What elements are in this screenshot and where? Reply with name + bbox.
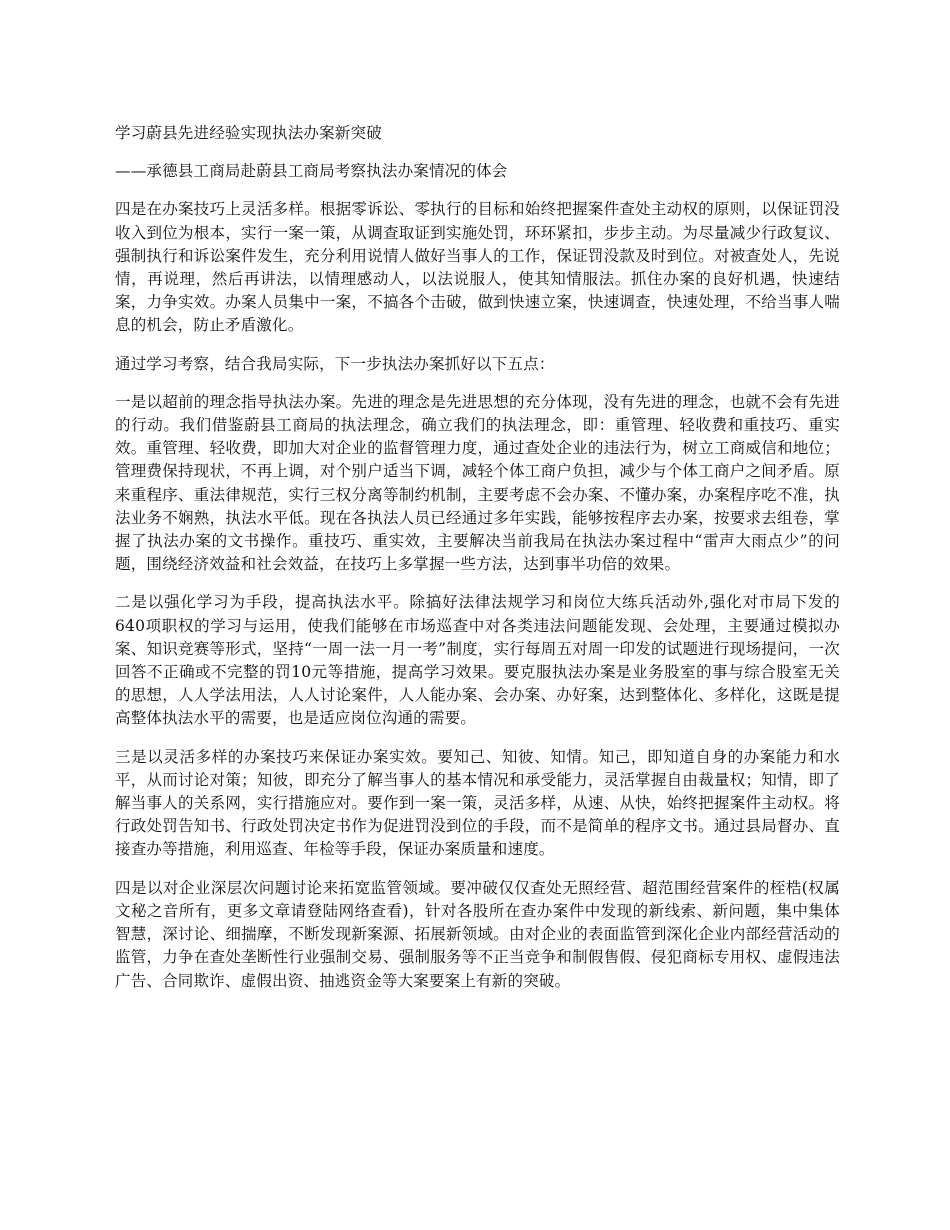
paragraph-2: 通过学习考察，结合我局实际，下一步执法办案抓好以下五点： — [115, 354, 555, 373]
paragraph-4: 二是以强化学习为手段，提高执法水平。除搞好法律法规学习和岗位大练兵活动外,强化对市局下发的640项职权的学习与运用，使我们能够在市场巡查中对各类违法问题能发现、会处理，主要通过模拟办案、知识竞赛等形式，坚持“一周一法一月一考”制度，实行每周五对周一印发的试题进行现场提问，一次回答不正确或不完整的罚10元等措施，提高学习效果。要克服执法办案是业务股室的事与综合股室无关的思想，人人学法用法，人人讨论案件，人人能办案、会办案、办好案，达到整体化、多样化，这既是提高整体执法水平的需要，也是适应岗位沟通的需要。 — [115, 593, 840, 728]
paragraph-1: 四是在办案技巧上灵活多样。根据零诉讼、零执行的目标和始终把握案件查处主动权的原则，以保证罚没收入到位为根本，实行一案一策，从调查取证到实施处罚，环环紧扣，步步主动。为尽量减少行政复议、强制执行和诉讼案件发生，充分利用说情人做好当事人的工作，保证罚没款及时到位。对被查处人，先说情，再说理，然后再讲法，以情理感动人，以法说服人，使其知情服法。抓住办案的良好机遇，快速结案，力争实效。办案人员集中一案，不搞各个击破，做到快速立案，快速调查，快速处理，不给当事人喘息的机会，防止矛盾激化。 — [115, 200, 840, 335]
document-subtitle: ——承德县工商局赴蔚县工商局考察执法办案情况的体会 — [115, 162, 508, 181]
paragraph-5: 三是以灵活多样的办案技巧来保证办案实效。要知己、知彼、知情。知己，即知道自身的办案能力和水平，从而讨论对策；知彼，即充分了解当事人的基本情况和承受能力，灵活掌握自由裁量权；知情，即了解当事人的关系网，实行措施应对。要作到一案一策，灵活多样，从速、从快，始终把握案件主动权。将行政处罚告知书、行政处罚决定书作为促进罚没到位的手段，而不是简单的程序文书。通过县局督办、直接查办等措施，利用巡查、年检等手段，保证办案质量和速度。 — [115, 747, 840, 859]
document-title: 学习蔚县先进经验实现执法办案新突破 — [115, 124, 382, 142]
document-page — [115, 122, 840, 1008]
paragraph-3: 一是以超前的理念指导执法办案。先进的理念是先进思想的充分体现，没有先进的理念，也就不会有先进的行动。我们借鉴蔚县工商局的执法理念，确立我们的执法理念，即：重管理、轻收费和重技巧、重实效。重管理、轻收费，即加大对企业的监督管理力度，通过查处企业的违法行为，树立工商威信和地位；管理费保持现状，不再上调，对个别户适当下调，减轻个体工商户负担，减少与个体工商户之间矛盾。原来重程序、重法律规范，实行三权分离等制约机制，主要考虑不会办案、不懂办案，办案程序吃不准，执法业务不娴熟，执法水平低。现在各执法人员已经通过多年实践，能够按程序去办案，按要求去组卷，掌握了执法办案的文书操作。重技巧、重实效，主要解决当前我局在执法办案过程中“雷声大雨点少”的问题，围绕经济效益和社会效益，在技巧上多掌握一些方法，达到事半功倍的效果。 — [115, 392, 840, 574]
paragraph-6: 四是以对企业深层次问题讨论来拓宽监管领域。要冲破仅仅查处无照经营、超范围经营案件的桎梏(权属文秘之音所有，更多文章请登陆网络查看)，针对各股所在查办案件中发现的新线索、新问题，集中集体智慧，深讨论、细揣摩，不断发现新案源、拓展新领域。由对企业的表面监管到深化企业内部经营活动的监管，力争在查处垄断性行业强制交易、强制服务等不正当竞争和制假售假、侵犯商标专用权、虚假违法广告、合同欺诈、虚假出资、抽逃资金等大案要案上有新的突破。 — [115, 878, 840, 990]
